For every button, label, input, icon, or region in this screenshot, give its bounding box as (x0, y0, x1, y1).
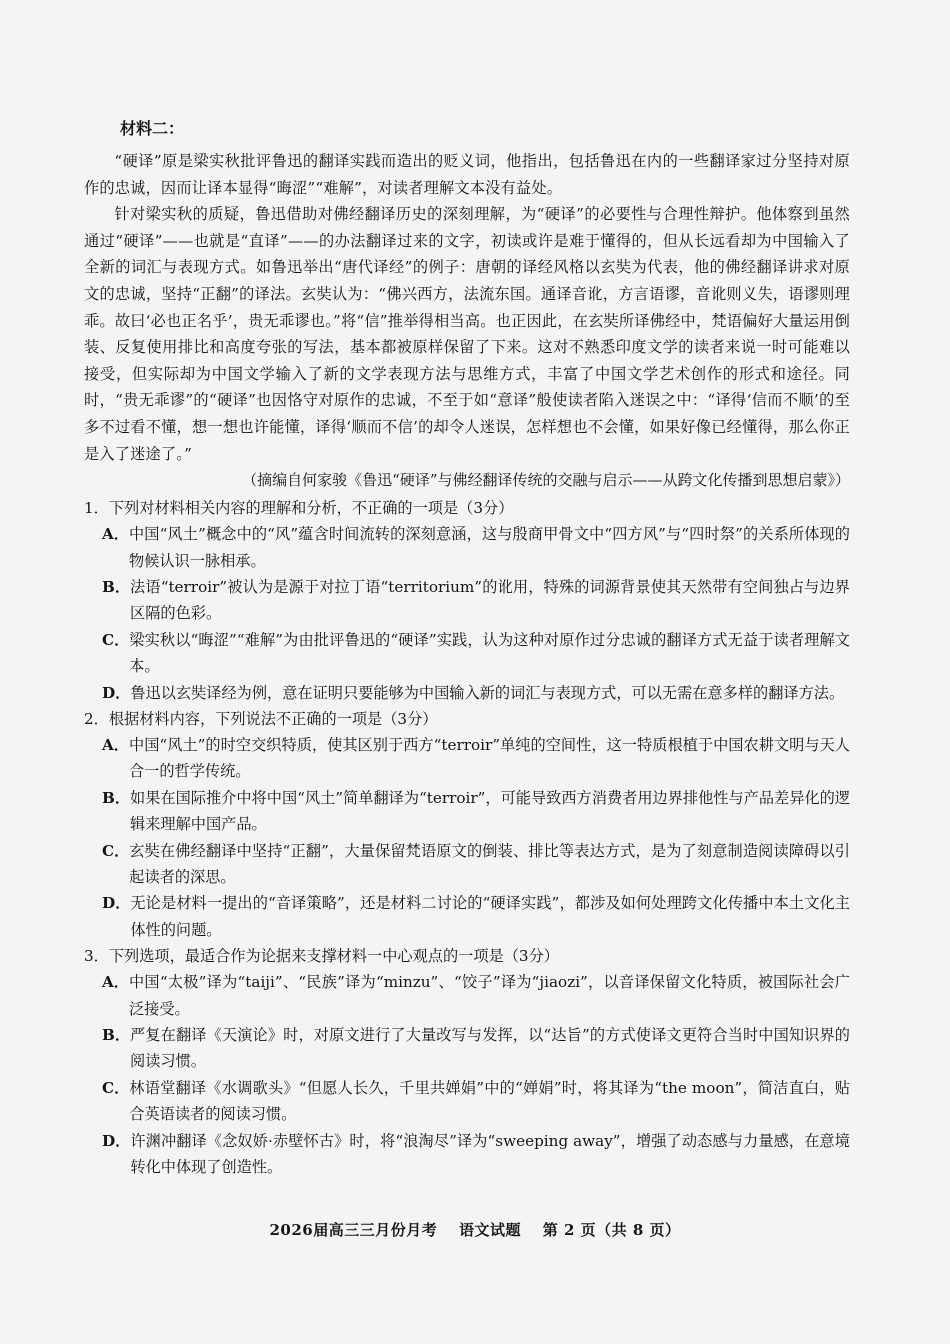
option-a (84, 969, 850, 1022)
option-text: 严复在翻译《天演论》时，对原文进行了大量改写与发挥，以“达旨”的方式使译文更符合当时中国知识界的阅读习惯。 (130, 1026, 850, 1071)
option-a (84, 521, 850, 574)
option-letter: B． (102, 1026, 131, 1045)
option-text: 鲁迅以玄奘译经为例，意在证明只要能够为中国输入新的词汇与表现方式，可以无需在意多样的翻译方法。 (130, 683, 845, 702)
option-text: 法语“terroir”被认为是源于对拉丁语“territorium”的讹用，特殊的词源背景使其天然带有空间独占与边界区隔的色彩。 (130, 577, 850, 623)
material-heading: 材料二： (120, 119, 185, 138)
option-b (84, 574, 850, 627)
option-c (84, 838, 850, 891)
option-c (84, 627, 850, 680)
material-paragraph: “硬译”原是梁实秋批评鲁迅的翻译实践而造出的贬义词，他指出，包括鲁迅在内的一些翻译家过分坚持对原作的忠诚，因而让译本显得“晦涩”“难解”，对读者理解文本没有益处。 (84, 152, 850, 197)
option-letter: D． (102, 894, 131, 913)
option-text: 无论是材料一提出的“音译策略”，还是材料二讨论的“硬译实践”，都涉及如何处理跨文化传播中本土文化主体性的问题。 (130, 894, 850, 939)
question-stem: 1．下列对材料相关内容的理解和分析，不正确的一项是（3分） (84, 499, 514, 518)
material-two (84, 116, 850, 493)
option-text: 如果在国际推介中将中国“风土”简单翻译为“terroir”，可能导致西方消费者用边界排他性与产品差异化的逻辑来理解中国产品。 (130, 788, 850, 834)
option-c (84, 1075, 850, 1128)
option-letter: A． (102, 525, 129, 544)
question-stem: 2．根据材料内容，下列说法不正确的一项是（3分） (84, 709, 438, 728)
option-letter: D． (102, 683, 131, 702)
option-text: 梁实秋以“晦涩”“难解”为由批评鲁迅的“硬译”实践，认为这种对原作过分忠诚的翻译方式无益于读者理解文本。 (129, 630, 850, 676)
option-letter: D． (102, 1131, 131, 1150)
footer-exam: 2026届高三三月份月考 (269, 1221, 438, 1239)
option-text: 玄奘在佛经翻译中坚持“正翻”，大量保留梵语原文的倒装、排比等表达方式，是为了刻意制造阅读障碍以引起读者的深思。 (129, 841, 850, 886)
footer-page-number: 第 2 页（共 8 页） (542, 1221, 681, 1239)
question-3 (84, 943, 850, 1180)
option-letter: B． (102, 788, 131, 807)
question-stem: 3．下列选项，最适合作为论据来支撑材料一中心观点的一项是（3分） (84, 947, 559, 966)
option-letter: B． (102, 577, 131, 596)
material-source: （摘编自何家骏《鲁迅“硬译”与佛经翻译传统的交融与启示——从跨文化传播到思想启蒙》） (242, 471, 850, 490)
option-letter: C． (102, 841, 130, 860)
option-text: 中国“风土”概念中的“风”蕴含时间流转的深刻意涵，这与殷商甲骨文中“四方风”与“四时祭”的关系所体现的物候认识一脉相承。 (128, 525, 850, 570)
question-1 (84, 495, 850, 706)
option-d (84, 680, 850, 706)
option-text: 林语堂翻译《水调歌头》“但愿人长久，千里共婵娟”中的“婵娟”时，将其译为“the moon”，简洁直白，贴合英语读者的阅读习惯。 (129, 1078, 850, 1124)
option-letter: C． (102, 630, 130, 649)
option-letter: A． (102, 735, 129, 754)
material-paragraph: 针对梁实秋的质疑，鲁迅借助对佛经翻译历史的深刻理解，为“硬译”的必要性与合理性辩护。他体察到虽然通过“硬译”——也就是“直译”——的办法翻译过来的文字，初读或许是难于懂得的，但从长远看却为中国输入了全新的词汇与表现方式。如鲁迅举出“唐代译经”的例子：唐朝的译经风格以玄奘为代表，他的佛经翻译讲求对原文的忠诚，坚持“正翻”的译法。玄奘认为：“佛兴西方，法流东国。通译音讹，方言语谬，音讹则义失，语谬则理乖。故曰‘必也正名乎’，贵无乖谬也。”将“信”推举得相当高。也正因此，在玄奘所译佛经中，梵语偏好大量运用倒装、反复使用排比和高度夸张的写法，基本都被原样保留了下来。这对不熟悉印度文学的读者来说一时可能难以接受，但实际却为中国文学输入了新的文学表现方法与思维方式，丰富了中国文学艺术创作的形式和途径。同时，“贵无乖谬”的“硬译”也因恪守对原作的忠诚，不至于如“意译”般使读者陷入迷误之中：“译得‘信而不顺’的至多不过看不懂，想一想也许能懂，译得‘顺而不信’的却令人迷误，怎样想也不会懂，如果好像已经懂得，那么你正是入了迷途了。” (84, 205, 850, 463)
option-d (84, 1128, 850, 1181)
option-b (84, 785, 850, 838)
option-a (84, 732, 850, 785)
footer-subject: 语文试题 (458, 1221, 521, 1239)
option-text: 许渊冲翻译《念奴娇·赤壁怀古》时，将“浪淘尽”译为“sweeping away”，增强了动态感与力量感，在意境转化中体现了创造性。 (130, 1131, 850, 1177)
option-letter: A． (102, 973, 129, 992)
page-footer (0, 1219, 950, 1240)
option-letter: C． (102, 1078, 130, 1097)
option-text: 中国“风土”的时空交织特质，使其区别于西方“terroir”单纯的空间性，这一特质根植于中国农耕文明与天人合一的哲学传统。 (128, 735, 850, 781)
option-text: 中国“太极”译为“taiji”、“民族”译为“minzu”、“饺子”译为“jiaozi”，以音译保留文化特质，被国际社会广泛接受。 (128, 973, 850, 1018)
option-d (84, 890, 850, 943)
option-b (84, 1022, 850, 1075)
question-2 (84, 706, 850, 943)
